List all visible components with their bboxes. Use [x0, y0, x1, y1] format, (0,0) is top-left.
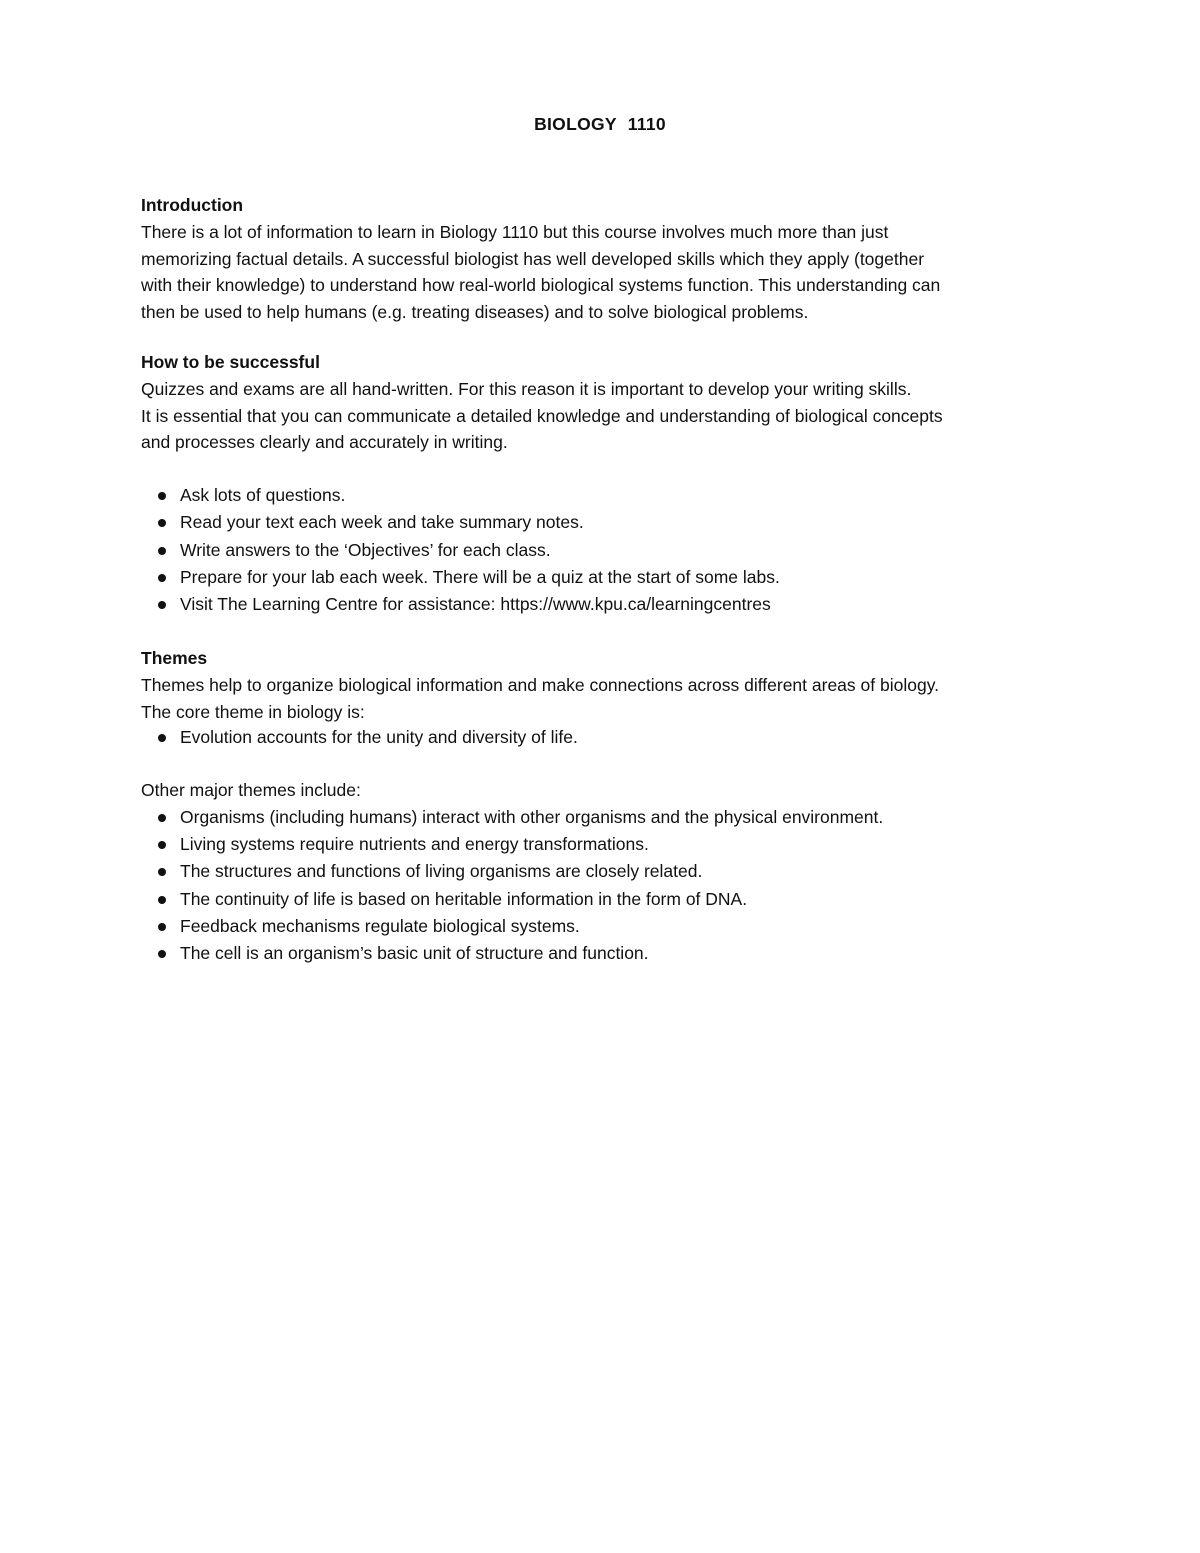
document-title: BIOLOGY 1110 — [534, 114, 666, 134]
core-theme-list — [141, 724, 1101, 751]
themes-section — [141, 645, 1101, 725]
list-item — [141, 537, 1101, 564]
bullet-icon — [158, 896, 166, 904]
bullet-icon — [158, 923, 166, 931]
list-item-text: Feedback mechanisms regulate biological systems. — [180, 915, 580, 936]
success-line: Quizzes and exams are all hand-written. For this reason it is important to develop your writing skills. — [141, 378, 912, 399]
list-item-text: Write answers to the ‘Objectives’ for each class. — [180, 539, 551, 560]
bullet-icon — [158, 841, 166, 849]
list-item-text: Living systems require nutrients and energy transformations. — [180, 834, 649, 855]
introduction-line: with their knowledge) to understand how real-world biological systems function. This understanding can — [141, 275, 941, 296]
list-item-text: Evolution accounts for the unity and diversity of life. — [180, 727, 578, 747]
list-item-text: Organisms (including humans) interact with other organisms and the physical environment. — [180, 806, 884, 827]
list-item-text: The cell is an organism’s basic unit of structure and function. — [180, 943, 649, 964]
list-item-text: The continuity of life is based on heritable information in the form of DNA. — [180, 888, 748, 909]
introduction-heading: Introduction — [141, 195, 244, 215]
other-themes-section — [141, 777, 1101, 968]
list-item — [141, 831, 1101, 858]
list-item-text: The structures and functions of living organisms are closely related. — [180, 861, 703, 882]
list-item — [141, 482, 1101, 509]
bullet-icon — [158, 519, 166, 527]
list-item-text: Prepare for your lab each week. There will be a quiz at the start of some labs. — [180, 566, 780, 587]
themes-heading: Themes — [141, 648, 208, 668]
list-item — [141, 724, 1101, 751]
introduction-line: then be used to help humans (e.g. treating diseases) and to solve biological problems. — [141, 302, 809, 323]
introduction-line: There is a lot of information to learn in Biology 1110 but this course involves much more than just — [141, 221, 889, 242]
success-bullet-list — [141, 482, 1101, 618]
bullet-icon — [158, 492, 166, 500]
introduction-line: memorizing factual details. A successful biologist has well developed skills which they apply (together — [141, 248, 925, 269]
bullet-icon — [158, 734, 166, 742]
list-item — [141, 564, 1101, 591]
learning-centre-text: Visit The Learning Centre for assistance: https://www.kpu.ca/learningcentres — [180, 594, 771, 615]
bullet-icon — [158, 868, 166, 876]
bullet-icon — [158, 950, 166, 958]
themes-line: The core theme in biology is: — [141, 701, 365, 722]
list-item — [141, 509, 1101, 536]
list-item — [141, 804, 1101, 831]
list-item — [141, 913, 1101, 940]
bullet-icon — [158, 574, 166, 582]
bullet-icon — [158, 547, 166, 555]
success-heading: How to be successful — [141, 352, 320, 372]
bullet-icon — [158, 814, 166, 822]
list-item-text: Ask lots of questions. — [180, 485, 346, 505]
success-line: It is essential that you can communicate a detailed knowledge and understanding of biological concepts — [141, 405, 943, 426]
list-item — [141, 940, 1101, 967]
list-item — [141, 886, 1101, 913]
introduction-section — [141, 192, 1101, 326]
themes-line: Themes help to organize biological information and make connections across different areas of biology. — [141, 674, 940, 695]
bullet-icon — [158, 601, 166, 609]
other-themes-intro: Other major themes include: — [141, 780, 361, 800]
other-themes-list — [141, 804, 1101, 968]
success-line: and processes clearly and accurately in writing. — [141, 432, 508, 453]
list-item — [141, 591, 1101, 618]
list-item-text: Read your text each week and take summary notes. — [180, 512, 584, 533]
list-item — [141, 858, 1101, 885]
success-section — [141, 349, 1101, 456]
